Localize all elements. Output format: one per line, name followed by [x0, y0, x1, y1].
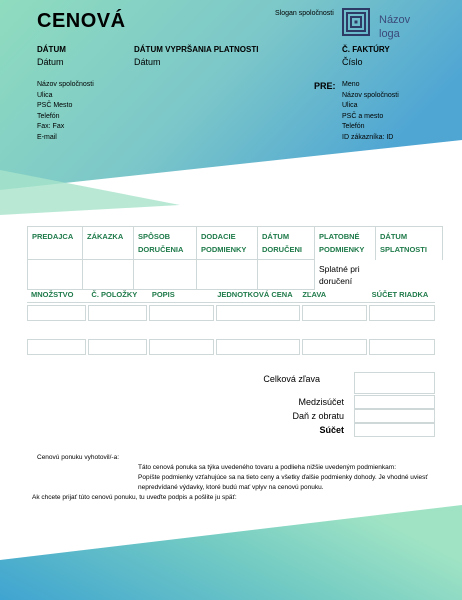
- terms-header: PLATOBNÉ PODMIENKY: [315, 227, 376, 260]
- item-cell[interactable]: [216, 305, 300, 321]
- items-header-cell: MNOŽSTVO: [31, 290, 74, 299]
- terms-header: DÁTUM DORUČENI: [258, 227, 315, 260]
- invoice-number-value: Číslo: [342, 57, 363, 67]
- items-header-cell: POPIS: [151, 290, 175, 299]
- table-row: [27, 305, 435, 321]
- item-cell[interactable]: [216, 339, 300, 355]
- quote-description: Táto cenová ponuka sa týka uvedeného tovaru a podlieha nižšie uvedeným podmienkam: Popíšte podmienky vzťahujúce sa na tieto ceny a všetky ďalšie podmienky dohody. Je vhodné uviesť nepredvídané výdavky, ktoré budú mať vplyv na cenovú ponuku.: [138, 464, 428, 491]
- terms-cell: [197, 260, 258, 290]
- expiry-date-label: DÁTUM VYPRŠANIA PLATNOSTI: [134, 45, 259, 54]
- item-cell[interactable]: [302, 339, 367, 355]
- items-header-divider: [27, 302, 435, 303]
- expiry-date-value: Dátum: [134, 57, 161, 67]
- subtotal-field[interactable]: [354, 395, 435, 409]
- table-row: [27, 339, 435, 355]
- payment-terms-value: Splatné pri doručení: [319, 263, 360, 286]
- terms-value-row: [28, 260, 443, 290]
- total-discount-label: Celková zľava: [263, 374, 320, 384]
- terms-cell: [28, 260, 83, 290]
- subtotal-label: Medzisúčet: [298, 397, 344, 407]
- terms-header: DODACIE PODMIENKY: [197, 227, 258, 260]
- sales-tax-field[interactable]: [354, 409, 435, 423]
- terms-cell: [258, 260, 315, 290]
- item-cell[interactable]: [369, 339, 435, 355]
- items-header-cell: JEDNOTKOVÁ CENA: [217, 290, 293, 299]
- terms-table: [27, 226, 443, 290]
- total-discount-field[interactable]: [354, 372, 435, 394]
- recipient-label: PRE:: [314, 81, 336, 91]
- items-header-cell: SÚČET RIADKA: [371, 290, 429, 299]
- item-cell[interactable]: [369, 305, 435, 321]
- item-cell[interactable]: [88, 305, 147, 321]
- terms-header: ZÁKAZKA: [83, 227, 134, 260]
- logo-name: Názov loga: [379, 14, 411, 40]
- terms-header-row: [28, 227, 443, 260]
- sender-address: Názov spoločnosti Ulica PSČ Mesto Telefón Fax: Fax E-mail: [37, 81, 94, 141]
- items-header-cell: ZĽAVA: [302, 290, 327, 299]
- item-cell[interactable]: [88, 339, 147, 355]
- footer-wave-shape: [0, 505, 462, 600]
- terms-header: DÁTUM SPLATNOSTI: [376, 227, 443, 260]
- items-header: [27, 288, 435, 301]
- item-cell[interactable]: [27, 339, 86, 355]
- recipient-address: Meno Názov spoločnosti Ulica PSČ a mesto Telefón ID zákazníka: ID: [342, 81, 399, 141]
- item-cell[interactable]: [302, 305, 367, 321]
- terms-header: SPÔSOB DORUČENIA: [134, 227, 197, 260]
- item-cell[interactable]: [149, 339, 214, 355]
- items-header-cell: Č. POLOŽKY: [91, 290, 138, 299]
- date-value: Dátum: [37, 57, 64, 67]
- document-title: CENOVÁ: [37, 10, 126, 32]
- total-field[interactable]: [354, 423, 435, 437]
- sales-tax-label: Daň z obratu: [292, 411, 344, 421]
- date-label: DÁTUM: [37, 45, 66, 54]
- item-cell[interactable]: [27, 305, 86, 321]
- accept-instructions: Ak chcete prijať túto cenovú ponuku, tu uveďte podpis a pošlite ju späť:: [32, 494, 237, 501]
- terms-cell: [376, 260, 443, 290]
- terms-cell: [134, 260, 197, 290]
- terms-cell: [83, 260, 134, 290]
- company-slogan: Slogan spoločnosti: [275, 10, 334, 17]
- total-label: Súčet: [319, 425, 344, 435]
- item-cell[interactable]: [149, 305, 214, 321]
- prepared-by: Cenovú ponuku vyhotovil/-a:: [37, 454, 120, 461]
- logo-icon: [342, 8, 370, 36]
- invoice-number-label: Č. FAKTÚRY: [342, 45, 390, 54]
- terms-header: PREDAJCA: [28, 227, 83, 260]
